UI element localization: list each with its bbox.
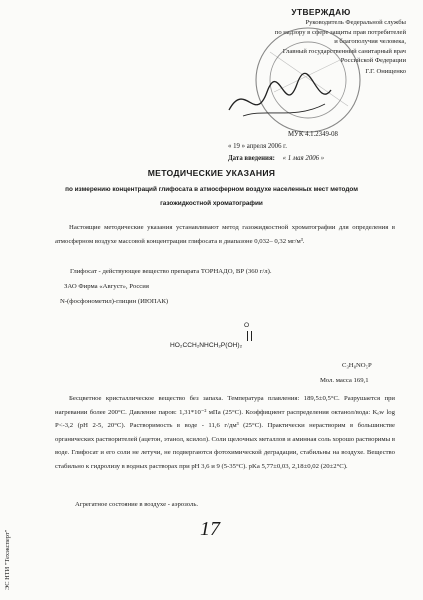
formula-chain: HO₂CCH₂NHCH₂ (170, 342, 221, 349)
iupac-line: N-(фосфонометил)-глицин (ИЮПАК) (60, 298, 169, 305)
side-stamp: ЭС НТИ "Техэксперт" (4, 529, 11, 590)
property-paragraph: Бесцветное кристаллическое вещество без запаха. Температура плавления: 189,5±0,5°С. Разрушается при нагревании более 200°С. Давление паров: 1,31*10⁻² мПа (25°С). Коэффициент распределения октанол/вода: Kₒw log P<-3,2 (pH 2-5, 20°С). Растворимость в воде - 11,6 г/дм³ (25°С). Практически нерастворим в большинстве органических растворителей (ацетон, этанол, ксилол). Соли щелочных металлов и аминная соль хорошо растворимы в воде. Глифосат и его соли не летучи, не подвергаются фотохимической деградации, стабильны на воздухе. Вещество стабильно к гидролизу в водных растворах при pH 3,6 и 9 (5-35°С). pKa 5,77±0,03, 2,18±0,02 (20±2°С). (55, 395, 395, 470)
glyphosate-line: Глифосат - действующее вещество препарата ТОРНАДО, ВР (360 г/л). (70, 268, 272, 275)
muk-number: МУК 4.1.2349-08 (288, 131, 338, 138)
aggregate-state-line: Агрегатное состояние в воздухе - аэрозоль. (75, 501, 199, 508)
approval-line-5: Российской Федерации (340, 57, 406, 65)
formula-double-bond (247, 331, 252, 341)
page-number: 17 (200, 518, 220, 540)
date-intro-value: « 1 мая 2006 » (282, 155, 325, 162)
document-title: МЕТОДИЧЕСКИЕ УКАЗАНИЯ (147, 168, 276, 178)
approval-date: « 19 » апреля 2006 г. (228, 143, 287, 150)
date-introduction (228, 152, 324, 166)
company-line: ЗАО Фирма «Август», Россия (64, 283, 149, 290)
approval-line-3: и благополучия человека, (334, 38, 406, 46)
intro-paragraph: Настоящие методические указания устанавливают метод газожидкостной хроматографии для определения в атмосферном воздухе массовой концентрации глифосата в диапазоне 0,032– 0,32 мг/м³. (55, 224, 395, 245)
date-intro-label: Дата введения: (228, 155, 275, 162)
molecular-mass: Мол. масса 169,1 (320, 377, 369, 384)
approval-heading: УТВЕРЖДАЮ (291, 7, 351, 17)
approval-signatory: Г.Г. Онищенко (365, 68, 406, 76)
empirical-formula: C₃H₈NO₅P (342, 362, 372, 369)
approval-block (206, 8, 406, 77)
approval-line-4: Главный государственный санитарный врач (282, 47, 406, 55)
formula-oxygen: O (244, 322, 250, 329)
document-subtitle: по измерению концентраций глифосата в атмосферном воздухе населенных мест методом газожидкостной хроматографии (65, 186, 358, 207)
approval-line-1: Руководитель Федеральной службы (305, 19, 406, 27)
structural-formula (170, 322, 250, 349)
handwritten-signature (225, 70, 335, 130)
approval-line-2: по надзору в сфере защиты прав потребителей (274, 28, 406, 36)
formula-phosphorus: P(OH)₂ (220, 342, 243, 349)
